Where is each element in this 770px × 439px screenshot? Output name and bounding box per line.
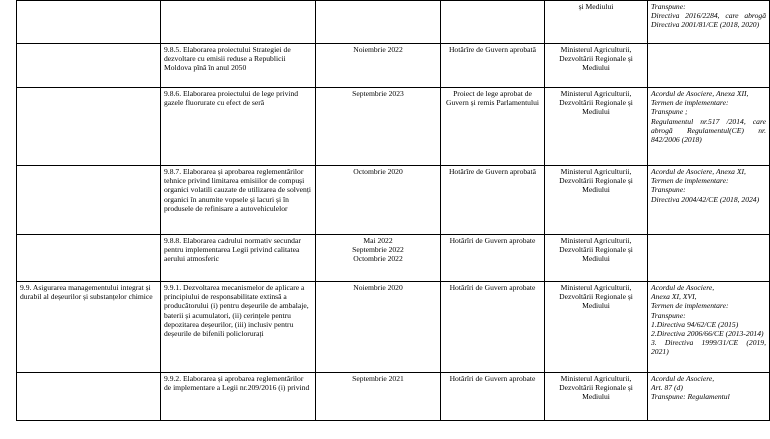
document-cell [441,1,545,44]
goal-cell [17,88,161,166]
document-cell: Hotărîri de Guvern aprobate [441,373,545,421]
action-cell: 9.8.7. Elaborarea și aprobarea reglementărilor tehnice privind limitarea emisiilor de compuși organici volatili cauzate de utilizarea de solvenți organici în anumite vopsele și lacuri și în produsele de refinisare a autovehiculelor [161,166,316,235]
responsible-cell: Ministerul Agriculturii, Dezvoltării Regionale și Mediului [545,235,648,282]
term-cell: Noiembrie 2022 [316,44,441,88]
responsible-cell: Ministerul Agriculturii, Dezvoltării Regionale și Mediului [545,44,648,88]
table-row [17,282,770,373]
document-cell: Proiect de lege aprobat de Guvern și remis Parlamentului [441,88,545,166]
term-cell [316,1,441,44]
table-row [17,1,770,44]
table-row [17,373,770,421]
action-cell: 9.9.2. Elaborarea și aprobarea reglementărilor de implementare a Legii nr.209/2016 (i) privind [161,373,316,421]
action-cell: 9.8.5. Elaborarea proiectului Strategiei de dezvoltare cu emisii reduse a Republicii Moldova pînă în anul 2050 [161,44,316,88]
goal-cell: 9.9. Asigurarea managementului integrat și durabil al deșeurilor și substanțelor chimice [17,282,161,373]
table-row [17,88,770,166]
term-cell: Septembrie 2021 [316,373,441,421]
table-row [17,166,770,235]
responsible-cell: Ministerul Agriculturii, Dezvoltării Regionale și Mediului [545,373,648,421]
term-cell: Mai 2022 Septembrie 2022 Octombrie 2022 [316,235,441,282]
action-plan-table [16,0,770,421]
document-cell: Hotărîri de Guvern aprobate [441,282,545,373]
responsible-cell: Ministerul Agriculturii, Dezvoltării Regionale și Mediului [545,166,648,235]
document-cell: Hotărîri de Guvern aprobate [441,235,545,282]
action-cell: 9.9.1. Dezvoltarea mecanismelor de aplicare a principiului de responsabilitate extinsă a producătorului (i) pentru deșeurile de ambalaje, baterii și acumulatori, (ii) cerințele pentru depozitarea deșeurilor, (iii) inclusiv pentru deșeurile de bifenili policlorurați [161,282,316,373]
action-cell: 9.8.8. Elaborarea cadrului normativ secundar pentru implementarea Legii privind calitatea aerului atmosferic [161,235,316,282]
goal-cell [17,1,161,44]
action-cell [161,1,316,44]
term-cell: Noiembrie 2020 [316,282,441,373]
goal-cell [17,44,161,88]
notes-cell: Acordul de Asociere, Anexa XII, Termen de implementare: Transpune ; Regulamentul nr.517 /2014, care abrogă Regulamentul(CE) nr. 842/2006 (2018) [648,88,770,166]
notes-cell: Acordul de Asociere, Anexa XI, Termen de implementare: Transpune: Directiva 2004/42/CE (2018, 2024) [648,166,770,235]
responsible-cell: și Mediului [545,1,648,44]
goal-cell [17,235,161,282]
notes-cell [648,44,770,88]
notes-cell: Acordul de Asociere, Art. 87 (d) Transpune: Regulamentul [648,373,770,421]
document-cell: Hotărîre de Guvern aprobată [441,44,545,88]
goal-cell [17,373,161,421]
notes-cell: Transpune: Directiva 2016/2284, care abrogă Directiva 2001/81/CE (2018, 2020) [648,1,770,44]
responsible-cell: Ministerul Agriculturii, Dezvoltării Regionale și Mediului [545,282,648,373]
document-cell: Hotărîre de Guvern aprobată [441,166,545,235]
goal-cell [17,166,161,235]
term-cell: Octombrie 2020 [316,166,441,235]
notes-cell: Acordul de Asociere, Anexa XI, XVI, Termen de implementare: Transpune: 1.Directiva 94/62/CE (2015) 2.Directiva 2006/66/CE (2013-2014) 3. Directiva 1999/31/CE (2019, 2021) [648,282,770,373]
action-cell: 9.8.6. Elaborarea proiectului de lege privind gazele fluorurate cu efect de seră [161,88,316,166]
term-cell: Septembrie 2023 [316,88,441,166]
notes-cell [648,235,770,282]
table-row [17,44,770,88]
table-row [17,235,770,282]
responsible-cell: Ministerul Agriculturii, Dezvoltării Regionale și Mediului [545,88,648,166]
